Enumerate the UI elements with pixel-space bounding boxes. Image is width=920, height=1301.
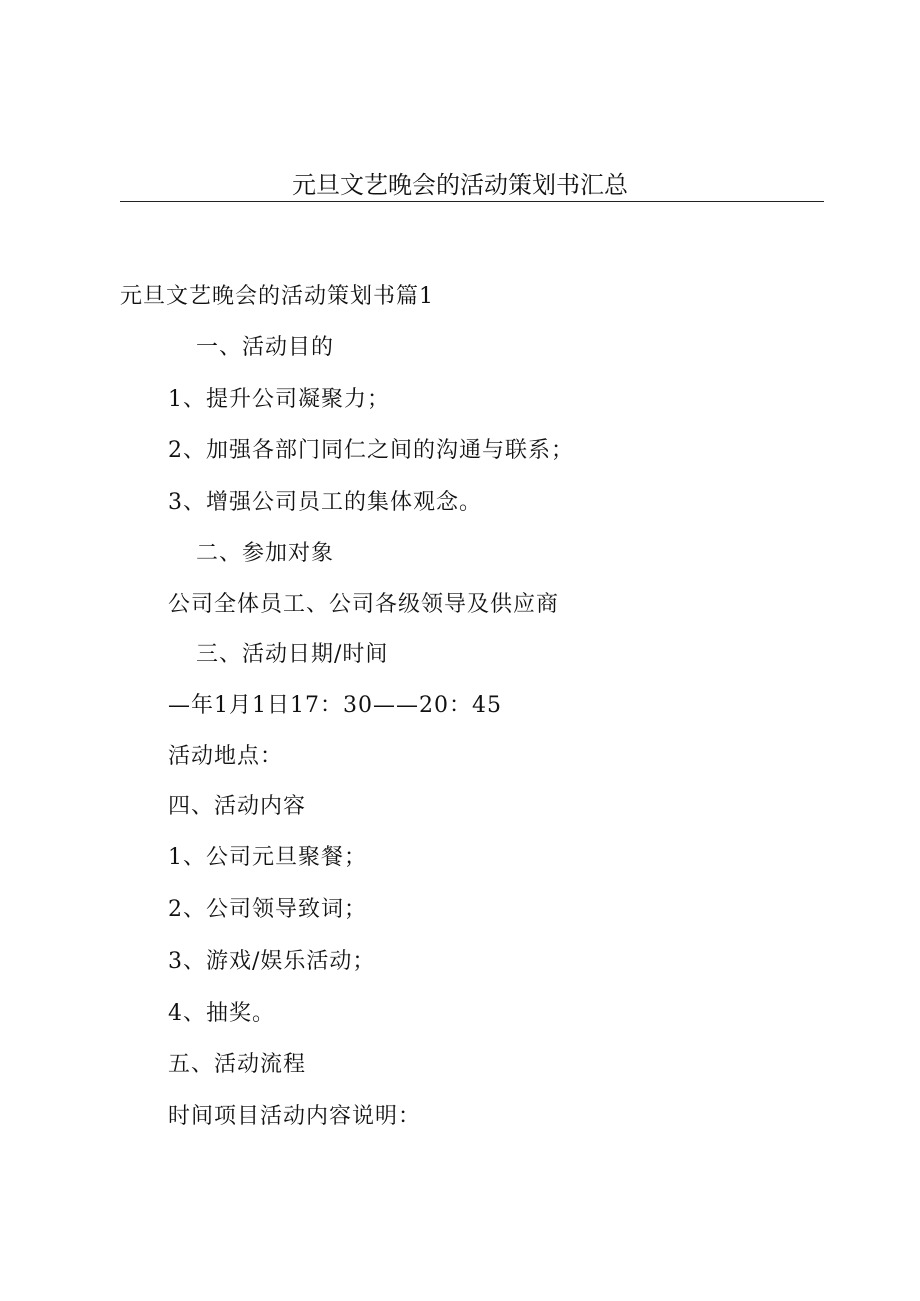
list-item: 1、公司元旦聚餐； bbox=[168, 845, 367, 870]
subsection-heading: 二、参加对象 bbox=[196, 541, 335, 566]
paragraph: 活动地点： bbox=[168, 744, 284, 769]
paragraph: 公司全体员工、公司各级领导及供应商 bbox=[168, 592, 560, 617]
list-item: 3、游戏/娱乐活动； bbox=[168, 949, 376, 974]
list-item: 1、提升公司凝聚力； bbox=[168, 387, 390, 412]
subsection-heading: 一、活动目的 bbox=[196, 335, 335, 360]
section-heading: 元旦文艺晚会的活动策划书篇1 bbox=[120, 284, 434, 309]
subsection-heading: 四、活动内容 bbox=[168, 794, 307, 819]
paragraph: —年1月1日17：30——20：45 bbox=[168, 693, 502, 718]
subsection-heading: 五、活动流程 bbox=[168, 1052, 307, 1077]
paragraph: 时间项目活动内容说明： bbox=[168, 1104, 422, 1129]
list-item: 3、增强公司员工的集体观念。 bbox=[168, 490, 482, 515]
list-item: 2、加强各部门同仁之间的沟通与联系； bbox=[168, 438, 574, 463]
subsection-heading: 三、活动日期/时间 bbox=[196, 642, 389, 667]
document-title: 元旦文艺晚会的活动策划书汇总 bbox=[292, 171, 628, 199]
list-item: 2、公司领导致词； bbox=[168, 897, 367, 922]
list-item: 4、抽奖。 bbox=[168, 1001, 275, 1026]
title-underline bbox=[120, 201, 824, 202]
